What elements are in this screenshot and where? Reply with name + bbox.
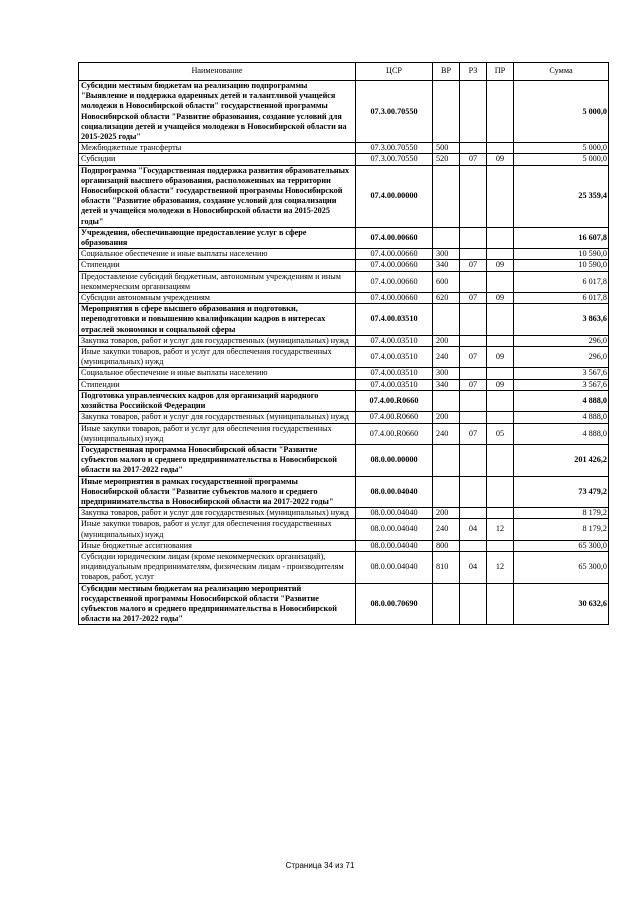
table-row [79,165,609,227]
cell-name: Закупка товаров, работ и услуг для государственных (муниципальных) нужд [79,508,356,519]
cell-csr: 07.4.00.00660 [356,249,433,260]
cell-vr [433,227,460,248]
cell-pr [487,540,514,551]
cell-csr: 07.3.00.70550 [356,154,433,165]
cell-csr: 07.4.00.00660 [356,271,433,292]
header-sum: Сумма [514,63,609,81]
cell-name: Стипендии [79,260,356,271]
cell-sum: 6 017,8 [514,293,609,304]
table-row [79,368,609,379]
table-row [79,412,609,423]
cell-csr: 07.4.00.03510 [356,347,433,368]
table-row [79,271,609,292]
cell-sum: 3 567,6 [514,379,609,390]
cell-name: Иные закупки товаров, работ и услуг для обеспечения государственных (муниципальных) нужд [79,423,356,444]
table-row [79,508,609,519]
cell-rz [460,165,487,227]
table-row [79,260,609,271]
cell-pr [487,476,514,508]
cell-sum: 3 567,6 [514,368,609,379]
cell-name: Субсидии местным бюджетам на реализацию подпрограммы "Выявление и поддержка одаренных детей и талантливой учащейся молодежи в Новосибирской области" государственной программы Новосибирской области "Развитие образования, создание условий для социализации детей и учащейся молодежи в Новосибирской области на 2015-2025 годы" [79,81,356,143]
cell-name: Социальное обеспечение и иные выплаты населению [79,368,356,379]
header-pr: ПР [487,63,514,81]
cell-rz: 07 [460,293,487,304]
table-row [79,293,609,304]
table-row [79,540,609,551]
cell-pr: 05 [487,423,514,444]
cell-vr: 240 [433,423,460,444]
cell-name: Иные закупки товаров, работ и услуг для обеспечения государственных (муниципальных) нужд [79,347,356,368]
cell-pr [487,271,514,292]
cell-vr [433,304,460,336]
cell-sum: 296,0 [514,347,609,368]
cell-sum: 10 590,0 [514,249,609,260]
cell-csr: 07.4.00.R0660 [356,390,433,411]
header-csr: ЦСР [356,63,433,81]
cell-pr [487,583,514,625]
cell-sum: 296,0 [514,335,609,346]
cell-sum: 4 888,0 [514,423,609,444]
cell-vr: 800 [433,540,460,551]
cell-pr: 09 [487,260,514,271]
cell-rz [460,271,487,292]
cell-csr: 08.0.00.00000 [356,444,433,476]
cell-pr [487,81,514,143]
cell-name: Закупка товаров, работ и услуг для государственных (муниципальных) нужд [79,412,356,423]
cell-rz [460,368,487,379]
cell-vr: 600 [433,271,460,292]
cell-name: Иные мероприятия в рамках государственной программы Новосибирской области "Развитие субъектов малого и среднего предпринимательства в Новосибирской области на 2017-2022 годы" [79,476,356,508]
cell-sum: 4 888,0 [514,412,609,423]
table-row [79,423,609,444]
cell-rz [460,227,487,248]
cell-rz: 07 [460,379,487,390]
cell-rz [460,583,487,625]
cell-name: Иные бюджетные ассигнования [79,540,356,551]
cell-pr [487,412,514,423]
cell-csr: 07.4.00.03510 [356,304,433,336]
cell-rz [460,249,487,260]
cell-sum: 8 179,2 [514,508,609,519]
cell-sum: 5 000,0 [514,143,609,154]
cell-pr [487,304,514,336]
table-body [79,81,609,625]
cell-rz [460,304,487,336]
cell-csr: 08.0.00.04040 [356,508,433,519]
cell-vr: 810 [433,551,460,583]
table-row [79,444,609,476]
cell-name: Учреждения, обеспечивающие предоставление услуг в сфере образования [79,227,356,248]
table-header [79,63,609,81]
cell-vr: 520 [433,154,460,165]
cell-vr: 240 [433,519,460,540]
cell-rz [460,412,487,423]
cell-pr [487,444,514,476]
header-rz: РЗ [460,63,487,81]
cell-sum: 16 607,8 [514,227,609,248]
table-row [79,227,609,248]
table-row [79,551,609,583]
cell-sum: 5 000,0 [514,154,609,165]
table-row [79,154,609,165]
cell-sum: 25 359,4 [514,165,609,227]
cell-csr: 08.0.00.70690 [356,583,433,625]
cell-name: Закупка товаров, работ и услуг для государственных (муниципальных) нужд [79,335,356,346]
cell-rz [460,143,487,154]
cell-rz [460,444,487,476]
cell-name: Подготовка управленческих кадров для организаций народного хозяйства Российской Федерации [79,390,356,411]
cell-csr: 07.3.00.70550 [356,81,433,143]
cell-csr: 07.4.00.03510 [356,379,433,390]
cell-pr [487,508,514,519]
cell-csr: 08.0.00.04040 [356,551,433,583]
cell-rz [460,540,487,551]
cell-rz: 07 [460,260,487,271]
cell-name: Субсидии юридическим лицам (кроме некоммерческих организаций), индивидуальным предпринимателям, физическим лицам - производителям товаров, работ, услуг [79,551,356,583]
cell-sum: 4 888,0 [514,390,609,411]
table-row [79,143,609,154]
cell-vr [433,583,460,625]
cell-csr: 07.4.00.R0660 [356,412,433,423]
cell-sum: 201 426,2 [514,444,609,476]
cell-csr: 07.4.00.03510 [356,335,433,346]
cell-name: Субсидии местным бюджетам на реализацию мероприятий государственной программы Новосибирской области "Развитие субъектов малого и среднего предпринимательства в Новосибирской области на 2017-2022 годы" [79,583,356,625]
cell-csr: 08.0.00.04040 [356,476,433,508]
cell-rz [460,335,487,346]
cell-csr: 07.3.00.70550 [356,143,433,154]
cell-name: Предоставление субсидий бюджетным, автономным учреждениям и иным некоммерческим организациям [79,271,356,292]
cell-name: Подпрограмма "Государственная поддержка развития образовательных организаций высшего образования, расположенных на территории Новосибирской области" государственной программы Новосибирской области "Развитие образования, создание условий для социализации детей и учащейся молодежи в Новосибирской области на 2015-2025 годы" [79,165,356,227]
cell-csr: 07.4.00.03510 [356,368,433,379]
cell-rz: 04 [460,519,487,540]
cell-pr: 09 [487,154,514,165]
table-row [79,335,609,346]
cell-vr: 340 [433,379,460,390]
cell-sum: 5 000,0 [514,81,609,143]
header-name: Наименование [79,63,356,81]
cell-pr [487,227,514,248]
cell-sum: 65 300,0 [514,551,609,583]
table-row [79,249,609,260]
cell-sum: 8 179,2 [514,519,609,540]
cell-rz: 07 [460,154,487,165]
cell-vr: 500 [433,143,460,154]
cell-sum: 3 863,6 [514,304,609,336]
cell-pr: 12 [487,519,514,540]
cell-csr: 07.4.00.00660 [356,260,433,271]
cell-vr: 340 [433,260,460,271]
cell-csr: 07.4.00.00660 [356,227,433,248]
cell-name: Государственная программа Новосибирской области "Развитие субъектов малого и среднего предпринимательства в Новосибирской области на 2017-2022 годы" [79,444,356,476]
cell-pr [487,249,514,260]
cell-csr: 08.0.00.04040 [356,540,433,551]
budget-table [78,62,609,625]
cell-sum: 65 300,0 [514,540,609,551]
cell-sum: 6 017,8 [514,271,609,292]
header-vr: ВР [433,63,460,81]
cell-rz [460,476,487,508]
cell-csr: 08.0.00.04040 [356,519,433,540]
cell-vr [433,390,460,411]
table-row [79,379,609,390]
cell-pr [487,368,514,379]
cell-csr: 07.4.00.00000 [356,165,433,227]
cell-pr: 12 [487,551,514,583]
cell-vr: 200 [433,335,460,346]
cell-rz [460,81,487,143]
cell-rz: 07 [460,423,487,444]
cell-vr [433,444,460,476]
cell-name: Социальное обеспечение и иные выплаты населению [79,249,356,260]
cell-vr: 200 [433,508,460,519]
table-row [79,347,609,368]
cell-pr: 09 [487,293,514,304]
cell-pr [487,390,514,411]
cell-vr: 300 [433,249,460,260]
cell-sum: 73 479,2 [514,476,609,508]
cell-rz [460,508,487,519]
cell-pr: 09 [487,347,514,368]
cell-rz [460,390,487,411]
cell-sum: 30 632,6 [514,583,609,625]
cell-pr [487,165,514,227]
page-number: Страница 34 из 71 [285,861,355,870]
cell-vr [433,81,460,143]
cell-rz: 04 [460,551,487,583]
table-row [79,390,609,411]
cell-pr [487,143,514,154]
table-row [79,304,609,336]
cell-vr [433,476,460,508]
table-row [79,476,609,508]
cell-vr: 240 [433,347,460,368]
cell-pr [487,335,514,346]
cell-vr: 200 [433,412,460,423]
cell-rz: 07 [460,347,487,368]
cell-csr: 07.4.00.R0660 [356,423,433,444]
cell-name: Субсидии автономным учреждениям [79,293,356,304]
cell-pr: 09 [487,379,514,390]
table-row [79,81,609,143]
cell-name: Субсидии [79,154,356,165]
table-row [79,583,609,625]
table-row [79,519,609,540]
cell-csr: 07.4.00.00660 [356,293,433,304]
cell-name: Мероприятия в сфере высшего образования и подготовки, переподготовки и повышению квалификации кадров в интересах отраслей экономики и социальной сферы [79,304,356,336]
cell-sum: 10 590,0 [514,260,609,271]
cell-name: Стипендии [79,379,356,390]
cell-vr: 300 [433,368,460,379]
header-row [79,63,609,81]
cell-name: Межбюджетные трансферты [79,143,356,154]
cell-name: Иные закупки товаров, работ и услуг для обеспечения государственных (муниципальных) нужд [79,519,356,540]
cell-vr: 620 [433,293,460,304]
cell-vr [433,165,460,227]
